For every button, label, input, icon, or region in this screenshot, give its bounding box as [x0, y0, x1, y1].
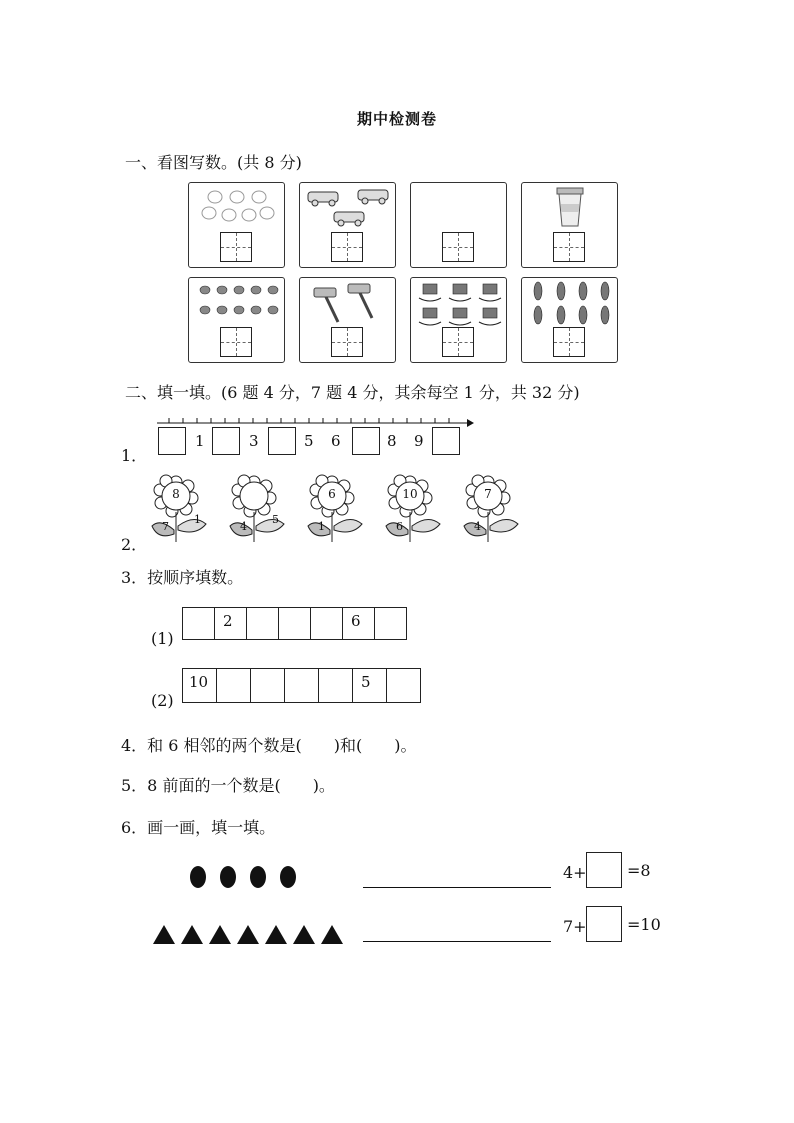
equation-prefix: 7+ [563, 917, 587, 936]
blank-box[interactable] [352, 427, 380, 455]
flower-icon [306, 472, 376, 544]
answer-box[interactable] [586, 906, 622, 942]
flower-center-number: 7 [484, 487, 492, 501]
sequence-cell[interactable] [284, 668, 319, 703]
sequence-cell[interactable] [216, 668, 251, 703]
picture-card-empty [410, 182, 507, 268]
answer-box[interactable] [442, 327, 474, 357]
picture-card-coffee [521, 182, 618, 268]
q1-label: 1． [121, 446, 148, 465]
picture-card-corn [521, 277, 618, 363]
answer-box[interactable] [331, 232, 363, 262]
sequence-cell[interactable] [318, 668, 353, 703]
hammers-icon [310, 282, 386, 326]
flower-icon [150, 472, 220, 544]
flower [306, 472, 376, 544]
number-label: 3 [249, 432, 259, 450]
flower-center-number: 10 [402, 487, 418, 501]
oval-shapes [188, 864, 300, 890]
sequence-cell[interactable] [250, 668, 285, 703]
picture-card-hammers [299, 277, 396, 363]
flower-left-leaf-number: 6 [396, 520, 403, 533]
triangle-shapes [152, 923, 346, 945]
blank-box[interactable] [432, 427, 460, 455]
flower-center-number: 8 [172, 487, 180, 501]
cars-icon [306, 186, 392, 232]
answer-box[interactable] [586, 852, 622, 888]
number-label: 8 [387, 432, 397, 450]
blank-box[interactable] [158, 427, 186, 455]
sequence-cell[interactable] [310, 607, 343, 640]
q3-label: 3．按顺序填数。 [121, 568, 244, 587]
flower-center-number: 6 [328, 487, 336, 501]
flower-left-leaf-number: 4 [240, 520, 247, 533]
flower-left-leaf-number: 7 [162, 520, 169, 533]
flower [228, 472, 298, 544]
sequence-cell[interactable] [246, 607, 279, 640]
q3-row2-label: (2) [151, 691, 174, 710]
flower-right-leaf-number: 5 [272, 513, 279, 526]
drawing-line[interactable] [363, 887, 551, 888]
sequence-grid-1 [183, 607, 407, 640]
number-label: 5 [304, 432, 314, 450]
flower [384, 472, 454, 544]
q3-row1-label: (1) [151, 629, 174, 648]
answer-box[interactable] [553, 232, 585, 262]
flower-right-leaf-number: 1 [194, 513, 201, 526]
flower [462, 472, 532, 544]
birds-icon [195, 280, 281, 326]
sequence-cell: 10 [182, 668, 217, 703]
flower-icon [384, 472, 454, 544]
answer-box[interactable] [220, 327, 252, 357]
q5-text: 5．8 前面的一个数是( )。 [121, 776, 335, 795]
answer-box[interactable] [331, 327, 363, 357]
picture-card-butterflies [188, 182, 285, 268]
drawing-line[interactable] [363, 941, 551, 942]
equation-prefix: 4+ [563, 863, 587, 882]
number-label: 9 [414, 432, 424, 450]
sequence-cell[interactable] [182, 607, 215, 640]
q4-text: 4．和 6 相邻的两个数是( )和( )。 [121, 736, 417, 755]
rocking-horses-icon [417, 280, 503, 330]
answer-box[interactable] [553, 327, 585, 357]
blank-box[interactable] [212, 427, 240, 455]
number-label: 1 [195, 432, 205, 450]
equation-suffix: =8 [627, 861, 651, 880]
sequence-cell: 2 [214, 607, 247, 640]
sequence-grid-2 [183, 668, 421, 703]
blank-box[interactable] [268, 427, 296, 455]
answer-box[interactable] [442, 232, 474, 262]
flower [150, 472, 220, 544]
sequence-cell[interactable] [278, 607, 311, 640]
number-line [155, 416, 475, 430]
q2-label: 2． [121, 535, 148, 554]
answer-box[interactable] [220, 232, 252, 262]
q6-label: 6．画一画，填一填。 [121, 818, 276, 837]
picture-card-birds [188, 277, 285, 363]
sequence-cell[interactable] [386, 668, 421, 703]
sequence-cell[interactable] [374, 607, 407, 640]
coffee-cup-icon [555, 186, 585, 228]
page-title: 期中检测卷 [356, 110, 437, 128]
number-label: 6 [331, 432, 341, 450]
picture-card-cars [299, 182, 396, 268]
flower-icon [228, 472, 298, 544]
sequence-cell: 5 [352, 668, 387, 703]
picture-card-rocking-horses [410, 277, 507, 363]
section1-heading: 一、看图写数。(共 8 分) [125, 153, 302, 172]
flower-left-leaf-number: 4 [474, 520, 481, 533]
butterflies-icon [199, 187, 275, 231]
flower-left-leaf-number: 1 [318, 520, 325, 533]
equation-suffix: =10 [627, 915, 661, 934]
sequence-cell: 6 [342, 607, 375, 640]
corn-icon [528, 280, 614, 328]
flower-icon [462, 472, 532, 544]
section2-heading: 二、填一填。(6 题 4 分，7 题 4 分，其余每空 1 分，共 32 分) [125, 383, 580, 402]
